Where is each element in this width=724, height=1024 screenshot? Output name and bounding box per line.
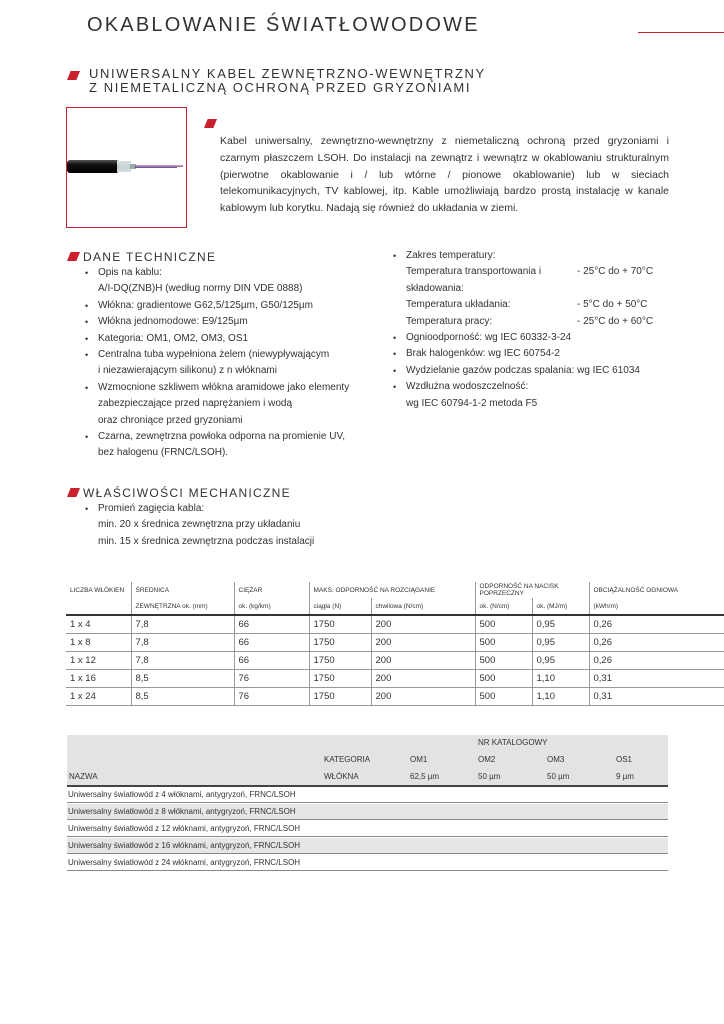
- table-cell: 1 x 12: [66, 652, 131, 670]
- table-cell: 500: [475, 634, 532, 652]
- column-header: OBCIĄŻALNOŚĆ OGNIOWA: [589, 582, 724, 598]
- list-item: [85, 265, 385, 298]
- cable-photo: [66, 107, 187, 228]
- table-row: Uniwersalny światłowód z 16 włóknami, antygryzoń, FRNC/LSOH: [67, 838, 668, 854]
- category-om1: OM1: [410, 755, 428, 764]
- list-item-text: zabezpieczające przed naprężaniem i wodą: [98, 398, 293, 410]
- column-subheader: (kWh/m): [589, 598, 724, 615]
- table-cell: 1750: [309, 688, 371, 706]
- table-cell: 66: [234, 652, 309, 670]
- list-item-text: • Włókna jednomodowe: E9/125µm: [98, 316, 248, 328]
- table-row: Uniwersalny światłowód z 12 włóknami, antygryzoń, FRNC/LSOH: [67, 821, 668, 837]
- temperature-row: [406, 297, 673, 313]
- category-os1: OS1: [616, 755, 633, 764]
- table-cell: 7,8: [131, 652, 234, 670]
- column-subheader: ok. (kg/km): [234, 598, 309, 615]
- temperature-row: [406, 264, 673, 297]
- temperature-row: [406, 314, 673, 330]
- list-item-text: • Ognioodporność: wg IEC 60332-3-24: [406, 332, 572, 344]
- list-item: [85, 347, 385, 380]
- table-cell: 7,8: [131, 615, 234, 634]
- table-cell: 66: [234, 634, 309, 652]
- column-subheader: chwilowa (N/cm): [371, 598, 475, 615]
- table-cell: 200: [371, 688, 475, 706]
- list-item-text: min. 20 x średnica zewnętrzna przy układaniu: [98, 519, 301, 531]
- tech-data-heading-text: DANE TECHNICZNE: [83, 250, 217, 264]
- table-cell: 1,10: [532, 688, 589, 706]
- table-cell: 76: [234, 670, 309, 688]
- category-om2: OM2: [478, 755, 496, 764]
- category-om3: OM3: [547, 755, 565, 764]
- subtitle-line-2: Z NIEMETALICZNĄ OCHRONĄ PRZED GRYZOŃIAMI: [89, 80, 472, 95]
- name-column-header: NAZWA: [69, 772, 98, 781]
- table-cell: 1750: [309, 634, 371, 652]
- table-header-row: [66, 582, 724, 598]
- temperature-heading: • Zakres temperatury:: [406, 250, 496, 261]
- tech-data-heading: [67, 250, 216, 264]
- column-subheader: ciągła (N): [309, 598, 371, 615]
- fiber-size: 50 µm: [478, 772, 501, 781]
- section-marker-icon: [67, 252, 80, 261]
- mechanical-heading-text: WŁAŚCIWOŚCI MECHANICZNE: [83, 486, 291, 500]
- table-cell: 1 x 4: [66, 615, 131, 634]
- table-cell: 0,95: [532, 615, 589, 634]
- list-item-text: • Kategoria: OM1, OM2, OM3, OS1: [98, 332, 249, 344]
- table-cell: 0,26: [589, 615, 724, 634]
- table-row: Uniwersalny światłowód z 4 włóknami, antygryzoń, FRNC/LSOH: [67, 787, 668, 803]
- column-header: ŚREDNICA: [131, 582, 234, 598]
- list-item: [393, 363, 673, 379]
- list-item-text: oraz chroniące przed gryzoniami: [98, 414, 243, 426]
- table-subheader-row: [66, 598, 724, 615]
- table-cell: 500: [475, 652, 532, 670]
- table-cell: 0,31: [589, 688, 724, 706]
- category-label: KATEGORIA: [324, 755, 371, 764]
- table-cell: 1,10: [532, 670, 589, 688]
- table-cell: 1 x 24: [66, 688, 131, 706]
- column-header: CIĘŻAR: [234, 582, 309, 598]
- table-cell: 8,5: [131, 688, 234, 706]
- list-item-text: A/I-DQ(ZNB)H (według normy DIN VDE 0888): [98, 283, 303, 295]
- temperature-value: - 5°C do + 50°C: [577, 299, 648, 311]
- list-item-text: • Wzmocnione szkliwem włókna aramidowe jako elementy: [98, 381, 350, 393]
- table-cell: 0,95: [532, 634, 589, 652]
- table-cell: 8,5: [131, 670, 234, 688]
- fiber-size: 9 µm: [616, 772, 634, 781]
- table-cell: 200: [371, 670, 475, 688]
- temperature-label: Temperatura transportowania i składowania:: [406, 266, 542, 294]
- column-header: LICZBA WŁÓKIEN: [70, 586, 125, 594]
- table-cell: 76: [234, 688, 309, 706]
- list-item-text: min. 15 x średnica zewnętrzna podczas instalacji: [98, 535, 315, 547]
- list-item: [85, 380, 385, 429]
- fiber-size: 50 µm: [547, 772, 570, 781]
- environment-data-list: [393, 248, 673, 412]
- table-cell: 200: [371, 634, 475, 652]
- column-header: MAKS. ODPORNOŚĆ NA ROZCIĄGANIE: [309, 582, 475, 598]
- table-cell: 1 x 8: [66, 634, 131, 652]
- list-item-text: • Brak halogenków: wg IEC 60754-2: [406, 348, 560, 360]
- table-row: [66, 670, 724, 688]
- list-item: [393, 379, 673, 412]
- subtitle-line-1: UNIWERSALNY KABEL ZEWNĘTRZNO-WEWNĘTRZNY: [89, 66, 486, 81]
- list-item-text: bez halogenu (FRNC/LSOH).: [98, 447, 229, 459]
- temperature-label: Temperatura pracy:: [406, 315, 493, 327]
- table-cell: 0,26: [589, 634, 724, 652]
- table-row: [66, 634, 724, 652]
- list-item: [393, 330, 673, 346]
- page-title: OKABLOWANIE ŚWIATŁOWODOWE: [87, 14, 480, 36]
- temperature-label: Temperatura układania:: [406, 299, 511, 311]
- fiber-cable-icon: [67, 108, 186, 227]
- tech-data-list: [85, 265, 385, 462]
- list-item: [393, 346, 673, 362]
- list-item-text: • Promień zagięcia kabla:: [98, 503, 205, 514]
- table-cell: 1 x 16: [66, 670, 131, 688]
- description-marker-icon: [204, 119, 217, 128]
- table-cell: 1750: [309, 615, 371, 634]
- list-item-text: • Wzdłużna wodoszczelność:: [406, 381, 529, 393]
- list-item: [85, 429, 385, 462]
- table-cell: 0,31: [589, 670, 724, 688]
- catalog-table-header: [67, 735, 668, 787]
- table-cell: 7,8: [131, 634, 234, 652]
- table-row: Uniwersalny światłowód z 8 włóknami, antygryzoń, FRNC/LSOH: [67, 804, 668, 820]
- list-item-text: • Wydzielanie gazów podczas spalania: wg IEC 61034: [406, 364, 640, 376]
- table-cell: 500: [475, 670, 532, 688]
- section-marker-icon: [67, 488, 80, 497]
- list-item: [85, 331, 385, 347]
- table-row: [66, 652, 724, 670]
- table-cell: 66: [234, 615, 309, 634]
- table-row: [66, 688, 724, 706]
- column-subheader: ok. (N/cm): [475, 598, 532, 615]
- column-header: ODPORNOŚĆ NA NACISK POPRZECZNY: [475, 582, 589, 598]
- table-row: Uniwersalny światłowód z 24 włóknami, antygryzoń, FRNC/LSOH: [67, 855, 668, 871]
- fiber-label: WŁÓKNA: [324, 772, 359, 781]
- list-item: [85, 298, 385, 314]
- column-subheader: ZEWNĘTRZNA ok. (mm): [131, 598, 234, 615]
- section-marker-icon: [67, 71, 80, 80]
- table-cell: 0,26: [589, 652, 724, 670]
- table-cell: 1750: [309, 652, 371, 670]
- list-item-text: wg IEC 60794-1-2 metoda F5: [406, 397, 538, 409]
- table-row: [66, 615, 724, 634]
- list-item-text: • Opis na kablu:: [98, 267, 162, 278]
- table-cell: 200: [371, 652, 475, 670]
- list-item: [85, 501, 385, 550]
- column-subheader: ok. (MJ/m): [532, 598, 589, 615]
- temperature-value: - 25°C do + 60°C: [577, 315, 654, 327]
- list-item-text: • Włókna: gradientowe G62,5/125µm, G50/125µm: [98, 299, 313, 311]
- list-item-text: • Centralna tuba wypełniona żelem (niewypływającym: [98, 349, 330, 361]
- temperature-value: - 25°C do + 70°C: [577, 266, 654, 278]
- table-cell: 0,95: [532, 652, 589, 670]
- list-item-text: i niezawierającym silikonu) z n włóknami: [98, 365, 277, 377]
- list-item: [393, 248, 673, 330]
- mechanical-list: [85, 501, 385, 550]
- product-subtitle: [89, 67, 486, 95]
- table-cell: 500: [475, 615, 532, 634]
- list-item-text: • Czarna, zewnętrzna powłoka odporna na promienie UV,: [98, 431, 345, 443]
- mechanical-heading: [67, 486, 291, 500]
- fiber-size: 62,5 µm: [410, 772, 440, 781]
- product-description: Kabel uniwersalny, zewnętrzno-wewnętrzny z niemetaliczną ochroną przed gryzoniami i czarnym płaszczem LSOH. Do instalacji na zewnątrz i wewnątrz w okablowaniu strukturalnym (pierwotne okablowanie i / lub wtórne / pionowe okablowanie) lub w sieciach telekomunikacyjnych, TV kablowej, itp. Kable umożliwiają bardzo prostą instalację w kanale kablowym lub korytku. Nadają się również do układania w ziemi.: [220, 135, 669, 215]
- table-cell: 200: [371, 615, 475, 634]
- table-cell: 1750: [309, 670, 371, 688]
- table-cell: 500: [475, 688, 532, 706]
- title-underline: [638, 32, 724, 33]
- catalog-number-heading: NR KATALOGOWY: [478, 738, 548, 747]
- list-item: [85, 314, 385, 330]
- specs-table: [66, 582, 724, 706]
